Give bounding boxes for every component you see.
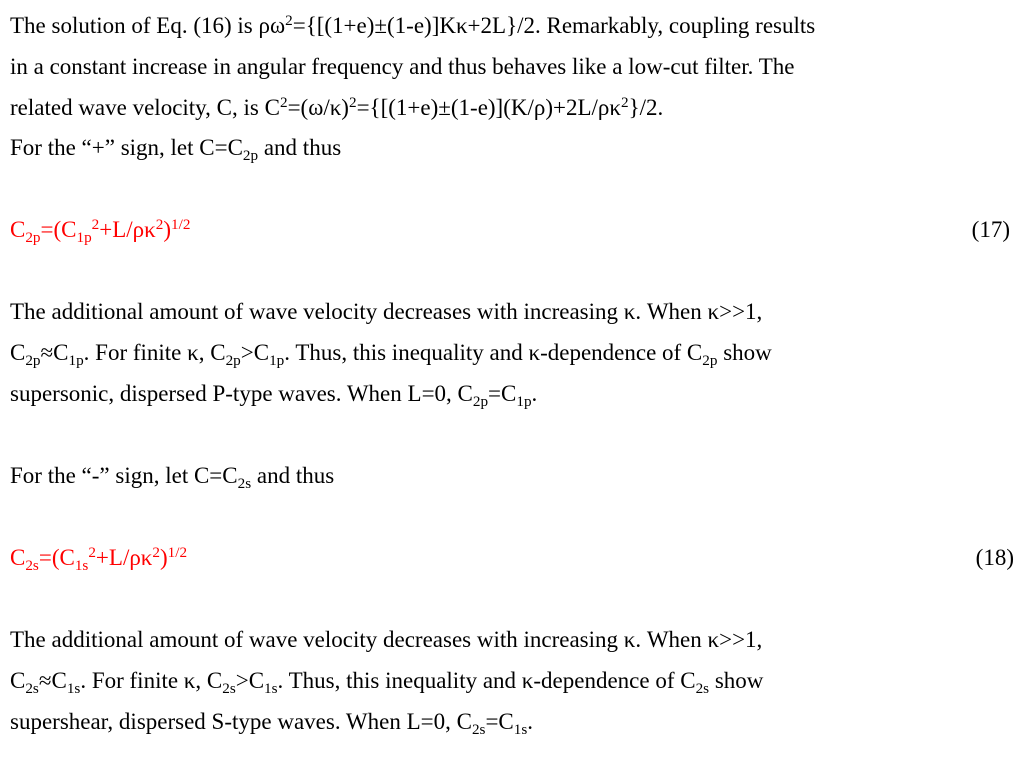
text-run: related wave velocity, C, is C	[10, 95, 280, 120]
text-run: show	[717, 340, 772, 365]
paragraph1-line1	[10, 11, 816, 38]
equation-17-number: (17)	[971, 217, 1010, 242]
superscript: 1/2	[171, 215, 191, 233]
subscript: 2s	[237, 474, 252, 492]
subscript: 1s	[264, 679, 278, 697]
text-run: . For finite κ, C	[80, 668, 223, 693]
text-run: =C	[485, 709, 514, 734]
text-run: >C	[235, 668, 265, 693]
eq-text: C	[10, 217, 26, 242]
subscript: 1p	[516, 392, 532, 410]
subscript: 2s	[222, 679, 236, 697]
text-run: For the “+” sign, let C=C	[10, 135, 243, 160]
text-run: =C	[488, 381, 517, 406]
eq-text: =(C	[38, 545, 75, 570]
text-run: supershear, dispersed S-type waves. When L=0, C	[10, 709, 472, 734]
equation-18	[10, 543, 188, 574]
subscript: 2p	[25, 351, 41, 369]
paragraph1-line4	[10, 135, 342, 164]
text-run: ≈C	[38, 668, 67, 693]
subscript: 2p	[25, 228, 41, 246]
text-run: .	[527, 709, 533, 734]
paragraph4-line1: The additional amount of wave velocity decreases with increasing κ. When κ>>1,	[10, 627, 763, 652]
paragraph1-line2: in a constant increase in angular frequency and thus behaves like a low-cut filter. The	[10, 54, 795, 79]
text-run: C	[10, 340, 26, 365]
subscript: 1p	[76, 228, 92, 246]
text-run: ≈C	[40, 340, 69, 365]
equation-17	[10, 215, 191, 246]
equation-18-number: (18)	[975, 545, 1014, 570]
superscript: 2	[91, 215, 100, 233]
text-run: For the “-” sign, let C=C	[10, 463, 238, 488]
subscript: 2p	[225, 351, 241, 369]
text-run: }/2.	[628, 95, 664, 120]
subscript: 2p	[242, 146, 259, 164]
subscript: 1s	[74, 556, 89, 574]
subscript: 1s	[66, 679, 81, 697]
text-run: and thus	[251, 463, 335, 488]
text-run: ={[(1+e)±(1-e)]Kκ+2L}/2. Remarkably, coupling results	[292, 13, 816, 38]
superscript: 2	[279, 93, 288, 111]
eq-text: )	[163, 217, 172, 242]
text-run: . For finite κ, C	[83, 340, 226, 365]
eq-text: =(C	[40, 217, 77, 242]
text-run: >C	[240, 340, 270, 365]
subscript: 1s	[513, 720, 528, 738]
eq-text: C	[10, 545, 26, 570]
text-run: supersonic, dispersed P-type waves. When L=0, C	[10, 381, 473, 406]
text-run: ={[(1+e)±(1-e)](K/ρ)+2L/ρκ	[356, 95, 621, 120]
eq-text: +L/ρκ	[99, 217, 156, 242]
text-run: . Thus, this inequality and κ-dependence of C	[277, 668, 696, 693]
superscript: 2	[621, 93, 629, 111]
paragraph2-line1: The additional amount of wave velocity decreases with increasing κ. When κ>>1,	[10, 299, 763, 324]
eq-text: +L/ρκ	[95, 545, 153, 570]
subscript: 2p	[472, 392, 489, 410]
paragraph3-line1	[10, 463, 335, 492]
subscript: 2p	[702, 351, 718, 369]
paragraph2-line3	[10, 381, 538, 410]
text-run: =(ω/κ)	[287, 95, 349, 120]
subscript: 2s	[471, 720, 486, 738]
superscript: 1/2	[167, 543, 188, 561]
subscript: 2s	[695, 679, 710, 697]
superscript: 2	[155, 215, 164, 233]
text-run: show	[709, 668, 764, 693]
text-run: The solution of Eq. (16) is ρω	[10, 13, 286, 38]
subscript: 1p	[269, 351, 285, 369]
subscript: 2s	[25, 556, 39, 574]
paragraph4-line2	[10, 668, 764, 697]
subscript: 1p	[68, 351, 84, 369]
paragraph1-line3	[10, 93, 664, 120]
text-run: and thus	[258, 135, 342, 160]
superscript: 2	[88, 543, 96, 561]
paragraph4-line3	[10, 709, 533, 738]
text-run: .	[531, 381, 538, 406]
text-run: . Thus, this inequality and κ-dependence of C	[284, 340, 703, 365]
superscript: 2	[152, 543, 160, 561]
paragraph2-line2	[10, 340, 772, 369]
superscript: 2	[285, 11, 293, 29]
text-run: C	[10, 668, 26, 693]
subscript: 2s	[25, 679, 39, 697]
superscript: 2	[348, 93, 357, 111]
eq-text: )	[160, 545, 168, 570]
